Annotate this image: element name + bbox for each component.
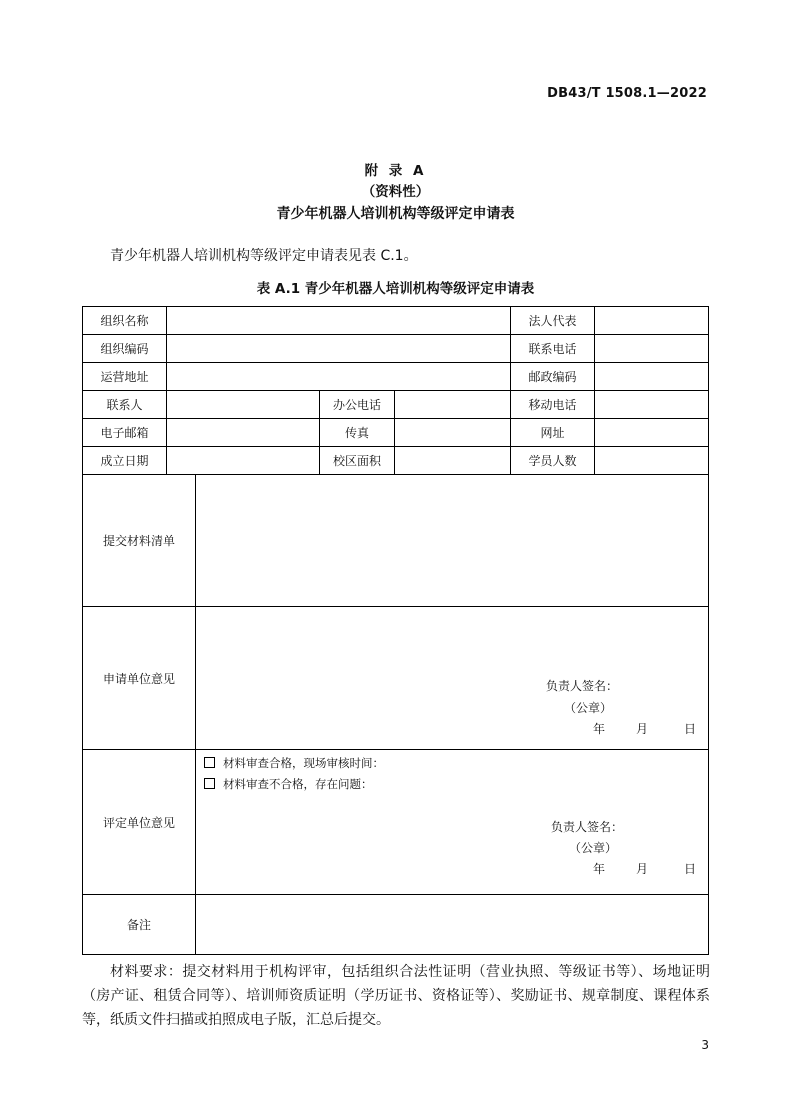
label-address: 运营地址	[83, 363, 167, 391]
check-pass-checkbox[interactable]	[204, 757, 215, 768]
label-fax: 传真	[320, 419, 395, 447]
applicant-month: 月	[636, 722, 649, 736]
check-fail-item[interactable]	[204, 776, 373, 792]
label-org-code: 组织编码	[83, 335, 167, 363]
appendix-name: 青少年机器人培训机构等级评定申请表	[276, 206, 515, 222]
label-campus-area: 校区面积	[320, 447, 395, 475]
label-website: 网址	[511, 419, 595, 447]
evaluator-seal-label: （公章）	[569, 841, 618, 855]
appendix-title: 附 录 A	[364, 163, 427, 179]
field-found-date[interactable]	[167, 447, 320, 475]
intro-paragraph: 青少年机器人培训机构等级评定申请表见表 C.1。	[110, 248, 418, 264]
label-org-name: 组织名称	[83, 307, 167, 335]
field-address[interactable]	[167, 363, 511, 391]
label-postcode: 邮政编码	[511, 363, 595, 391]
table-caption: 表 A.1 青少年机器人培训机构等级评定申请表	[256, 281, 535, 297]
field-postcode[interactable]	[595, 363, 709, 391]
label-office-phone: 办公电话	[320, 391, 395, 419]
label-email: 电子邮箱	[83, 419, 167, 447]
label-remarks: 备注	[83, 895, 196, 955]
field-evaluator-opinion[interactable]	[196, 750, 709, 895]
field-remarks[interactable]	[196, 895, 709, 955]
standard-number: DB43/T 1508.1—2022	[547, 86, 707, 101]
applicant-sign-label: 负责人签名：	[546, 679, 619, 693]
check-fail-checkbox[interactable]	[204, 778, 215, 789]
field-email[interactable]	[167, 419, 320, 447]
field-contact-phone[interactable]	[595, 335, 709, 363]
field-fax[interactable]	[395, 419, 511, 447]
field-materials-list[interactable]	[196, 475, 709, 607]
applicant-seal-label: （公章）	[564, 701, 613, 715]
field-legal-rep[interactable]	[595, 307, 709, 335]
check-pass-label: 材料审查合格，现场审核时间：	[223, 756, 384, 770]
label-materials-list: 提交材料清单	[83, 475, 196, 607]
field-campus-area[interactable]	[395, 447, 511, 475]
field-org-name[interactable]	[167, 307, 511, 335]
application-form-table	[82, 306, 709, 955]
label-student-count: 学员人数	[511, 447, 595, 475]
field-mobile[interactable]	[595, 391, 709, 419]
label-evaluator-opinion: 评定单位意见	[83, 750, 196, 895]
evaluator-year: 年	[593, 862, 606, 876]
field-website[interactable]	[595, 419, 709, 447]
materials-note: 材料要求：提交材料用于机构评审，包括组织合法性证明（营业执照、等级证书等）、场地证明（房产证、租赁合同等）、培训师资质证明（学历证书、资格证等）、奖励证书、规章制度、课程体系等，纸质文件扫描或拍照成电子版，汇总后提交。	[82, 964, 710, 1028]
field-student-count[interactable]	[595, 447, 709, 475]
field-contact-person[interactable]	[167, 391, 320, 419]
field-applicant-opinion[interactable]	[196, 607, 709, 750]
field-office-phone[interactable]	[395, 391, 511, 419]
label-found-date: 成立日期	[83, 447, 167, 475]
label-applicant-opinion: 申请单位意见	[83, 607, 196, 750]
applicant-day: 日	[684, 722, 697, 736]
label-contact-person: 联系人	[83, 391, 167, 419]
evaluator-sign-label: 负责人签名：	[551, 820, 624, 834]
evaluator-day: 日	[684, 862, 697, 876]
evaluator-month: 月	[636, 862, 649, 876]
check-fail-label: 材料审查不合格，存在问题：	[223, 777, 373, 791]
label-mobile: 移动电话	[511, 391, 595, 419]
page-number: 3	[701, 1038, 709, 1052]
label-contact-phone: 联系电话	[511, 335, 595, 363]
appendix-nature: （资料性）	[361, 184, 430, 200]
label-legal-rep: 法人代表	[511, 307, 595, 335]
check-pass-item[interactable]	[204, 755, 384, 771]
applicant-year: 年	[593, 722, 606, 736]
field-org-code[interactable]	[167, 335, 511, 363]
